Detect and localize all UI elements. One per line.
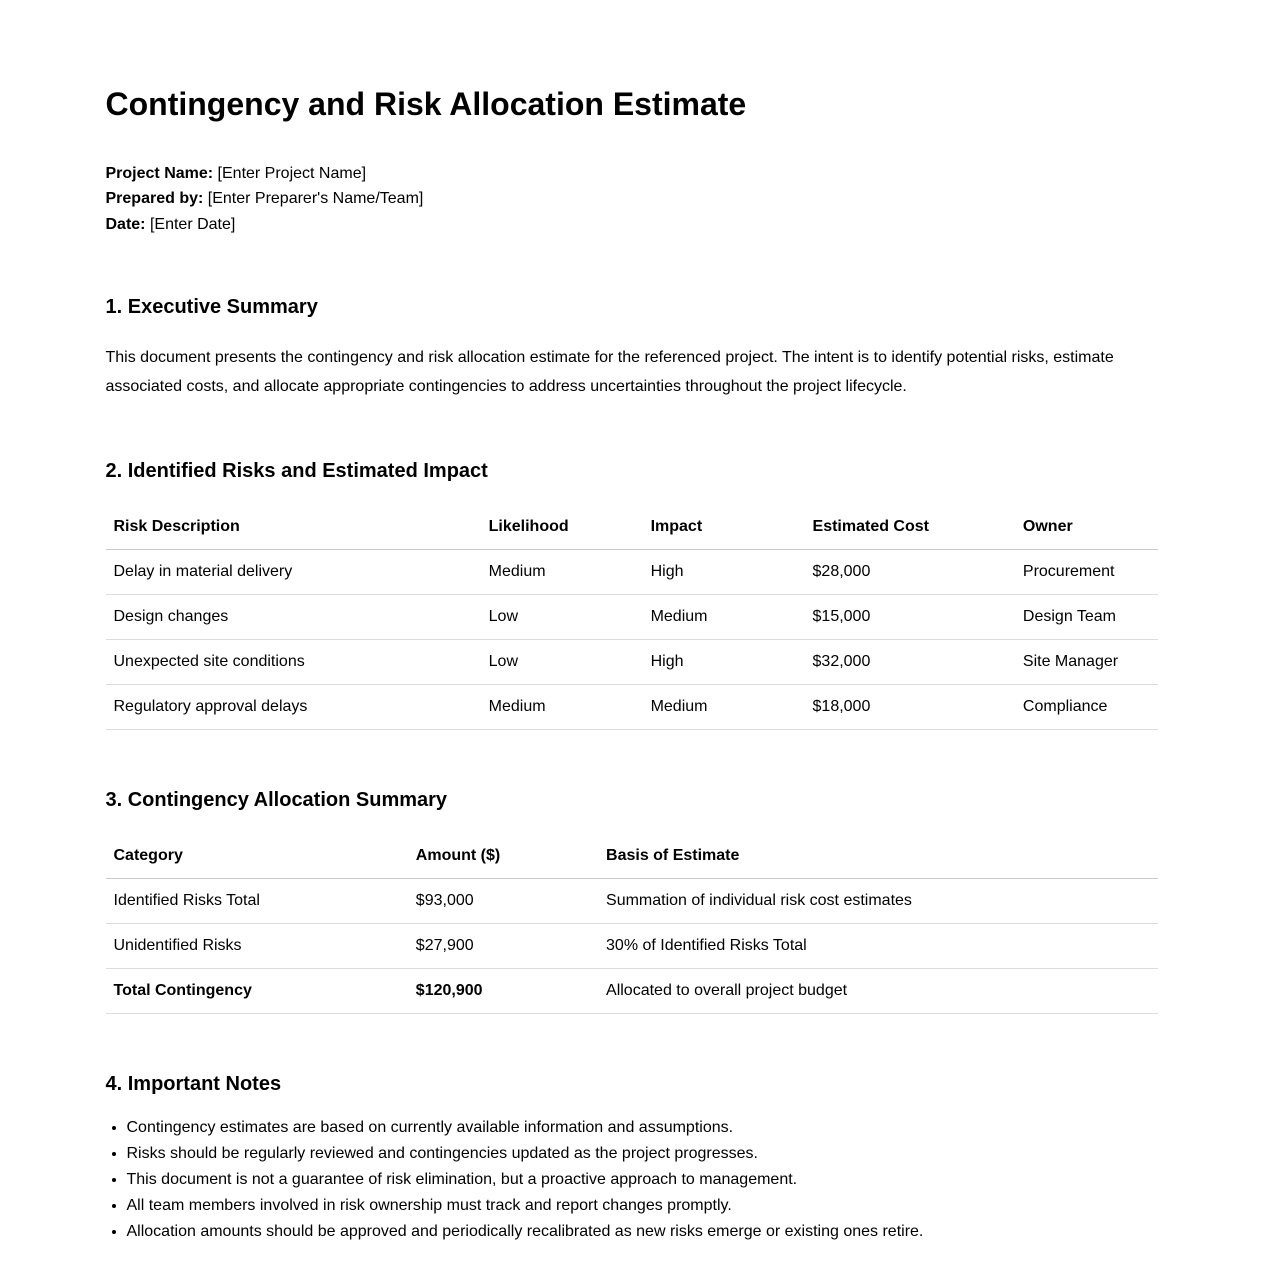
cell-owner: Design Team (1015, 595, 1158, 640)
meta-label-prepared-by: Prepared by: (105, 190, 204, 208)
section-heading-contingency-allocation: 3. Contingency Allocation Summary (105, 789, 448, 812)
table-row (106, 640, 1158, 685)
risk-table-header (106, 507, 1158, 550)
meta-value-prepared-by: [Enter Preparer's Name/Team] (207, 190, 424, 208)
page-title: Contingency and Risk Allocation Estimate (105, 86, 747, 122)
list-item: • Contingency estimates are based on currently available information and assumptions. (127, 1120, 1158, 1136)
table-row (106, 879, 1158, 924)
summary-table-body (106, 879, 1158, 1014)
cell-likelihood: Low (481, 595, 643, 640)
cell-impact: High (643, 550, 805, 595)
meta-value-project-name: [Enter Project Name] (217, 164, 367, 182)
section-heading-identified-risks: 2. Identified Risks and Estimated Impact (105, 460, 488, 483)
document-content (106, 0, 1158, 1240)
column-header-impact: Impact (643, 507, 805, 550)
cell-likelihood: Low (481, 640, 643, 685)
cell-amount: $93,000 (408, 879, 598, 924)
column-header-category: Category (106, 836, 408, 879)
column-header-estimated-cost: Estimated Cost (805, 507, 1015, 550)
cell-amount-total: $120,900 (408, 969, 598, 1014)
table-row (106, 924, 1158, 969)
meta-line-project-name (106, 161, 1158, 187)
section-heading-executive-summary: 1. Executive Summary (105, 296, 318, 319)
meta-block (106, 161, 1158, 238)
cell-estimated-cost: $32,000 (805, 640, 1015, 685)
cell-risk-description: Unexpected site conditions (106, 640, 481, 685)
cell-estimated-cost: $15,000 (805, 595, 1015, 640)
contingency-summary-table (106, 836, 1158, 1014)
cell-risk-description: Delay in material delivery (106, 550, 481, 595)
cell-likelihood: Medium (481, 685, 643, 730)
column-header-owner: Owner (1015, 507, 1158, 550)
cell-category-total: Total Contingency (106, 969, 408, 1014)
cell-impact: High (643, 640, 805, 685)
cell-estimated-cost: $28,000 (805, 550, 1015, 595)
cell-estimated-cost: $18,000 (805, 685, 1015, 730)
meta-value-date: [Enter Date] (149, 215, 236, 233)
list-item: • All team members involved in risk ownership must track and report changes promptly. (127, 1198, 1158, 1214)
meta-label-date: Date: (105, 215, 146, 233)
cell-category: Identified Risks Total (106, 879, 408, 924)
meta-line-prepared-by (106, 186, 1158, 212)
list-item: • Allocation amounts should be approved and periodically recalibrated as new risks emerge or existing ones retire. (127, 1224, 1158, 1240)
column-header-likelihood: Likelihood (481, 507, 643, 550)
cell-likelihood: Medium (481, 550, 643, 595)
executive-summary-paragraph: This document presents the contingency and risk allocation estimate for the referenced project. The intent is to identify potential risks, estimate associated costs, and allocate appropriate contingencies to address uncertainties throughout the project lifecycle. (105, 349, 1114, 396)
column-header-basis: Basis of Estimate (598, 836, 1157, 879)
cell-amount: $27,900 (408, 924, 598, 969)
cell-impact: Medium (643, 595, 805, 640)
table-row-total (106, 969, 1158, 1014)
cell-risk-description: Design changes (106, 595, 481, 640)
summary-table-header (106, 836, 1158, 879)
list-item: • This document is not a guarantee of risk elimination, but a proactive approach to management. (127, 1172, 1158, 1188)
meta-line-date (106, 212, 1158, 238)
cell-owner: Procurement (1015, 550, 1158, 595)
cell-owner: Site Manager (1015, 640, 1158, 685)
cell-basis: Summation of individual risk cost estimates (598, 879, 1157, 924)
section-heading-important-notes: 4. Important Notes (105, 1073, 282, 1096)
column-header-amount: Amount ($) (408, 836, 598, 879)
cell-basis: 30% of Identified Risks Total (598, 924, 1157, 969)
risk-table-body (106, 550, 1158, 730)
table-row (106, 685, 1158, 730)
notes-list (106, 1120, 1158, 1240)
cell-basis: Allocated to overall project budget (598, 969, 1157, 1014)
table-header-row (106, 836, 1158, 879)
column-header-risk-description: Risk Description (106, 507, 481, 550)
risk-table (106, 507, 1158, 730)
meta-label-project-name: Project Name: (105, 164, 214, 182)
table-header-row (106, 507, 1158, 550)
cell-category: Unidentified Risks (106, 924, 408, 969)
list-item: • Risks should be regularly reviewed and contingencies updated as the project progresses. (127, 1146, 1158, 1162)
cell-owner: Compliance (1015, 685, 1158, 730)
table-row (106, 595, 1158, 640)
table-row (106, 550, 1158, 595)
cell-risk-description: Regulatory approval delays (106, 685, 481, 730)
cell-impact: Medium (643, 685, 805, 730)
